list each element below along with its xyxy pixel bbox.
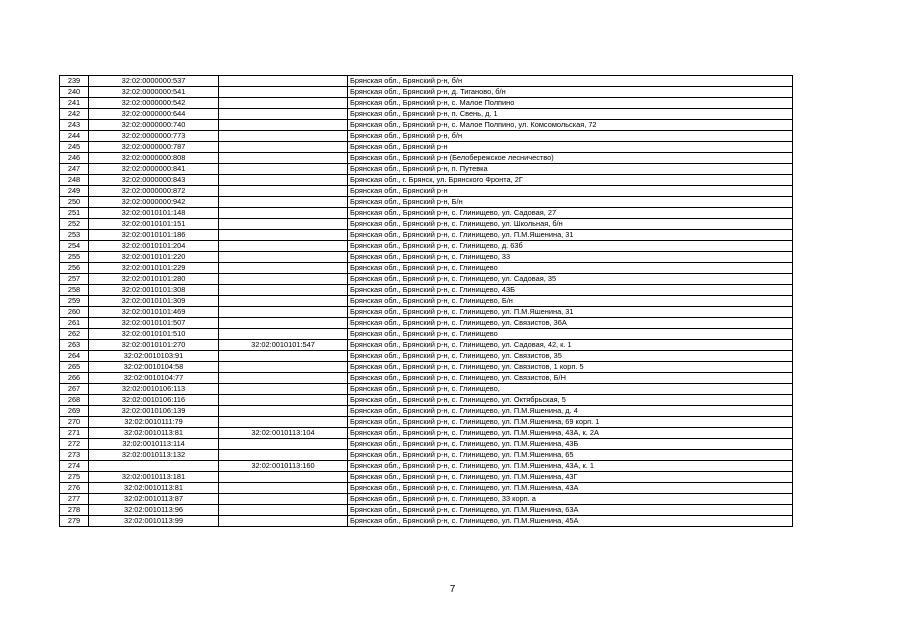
row-number-cell: 241	[60, 98, 89, 109]
linked-cadastral-number-cell	[219, 109, 348, 120]
cadastral-number-cell: 32:02:0010113:81	[89, 428, 219, 439]
address-cell: Брянская обл., Брянский р-н, с. Глинищево, 43Б	[348, 285, 793, 296]
address-cell: Брянская обл., Брянский р-н	[348, 186, 793, 197]
table-row	[60, 120, 793, 131]
address-cell: Брянская обл., Брянский р-н, с. Малое Полпино, ул. Комсомольская, 72	[348, 120, 793, 131]
linked-cadastral-number-cell	[219, 175, 348, 186]
address-cell: Брянская обл., Брянский р-н, п. Путевка	[348, 164, 793, 175]
row-number-cell: 266	[60, 373, 89, 384]
cadastral-number-cell: 32:02:0000000:787	[89, 142, 219, 153]
linked-cadastral-number-cell	[219, 197, 348, 208]
address-cell: Брянская обл., Брянский р-н, с. Малое Полпино	[348, 98, 793, 109]
linked-cadastral-number-cell	[219, 230, 348, 241]
linked-cadastral-number-cell	[219, 186, 348, 197]
table-row	[60, 252, 793, 263]
address-cell: Брянская обл., Брянский р-н, с. Глинищево, ул. П.М.Яшенина, 43Б	[348, 439, 793, 450]
cadastral-number-cell: 32:02:0010101:469	[89, 307, 219, 318]
address-cell: Брянская обл., Брянский р-н, с. Глинищево, ул. Связистов, 36А	[348, 318, 793, 329]
cadastral-number-cell: 32:02:0010101:151	[89, 219, 219, 230]
row-number-cell: 276	[60, 483, 89, 494]
linked-cadastral-number-cell	[219, 120, 348, 131]
row-number-cell: 249	[60, 186, 89, 197]
row-number-cell: 265	[60, 362, 89, 373]
row-number-cell: 240	[60, 87, 89, 98]
cadastral-number-cell: 32:02:0000000:542	[89, 98, 219, 109]
table-row	[60, 285, 793, 296]
row-number-cell: 275	[60, 472, 89, 483]
row-number-cell: 274	[60, 461, 89, 472]
linked-cadastral-number-cell	[219, 296, 348, 307]
linked-cadastral-number-cell	[219, 263, 348, 274]
address-cell: Брянская обл., Брянский р-н, с. Глинищево, д. 63б	[348, 241, 793, 252]
row-number-cell: 247	[60, 164, 89, 175]
address-cell: Брянская обл., Брянский р-н, с. Глинищево, ул. Связистов, 35	[348, 351, 793, 362]
row-number-cell: 243	[60, 120, 89, 131]
address-cell: Брянская обл., Брянский р-н, п. Свень, д. 1	[348, 109, 793, 120]
address-cell: Брянская обл., Брянский р-н (Белобережское лесничество)	[348, 153, 793, 164]
address-cell: Брянская обл., Брянский р-н, с. Глинищево, ул. П.М.Яшенина, д. 4	[348, 406, 793, 417]
table-row	[60, 230, 793, 241]
row-number-cell: 259	[60, 296, 89, 307]
table-row	[60, 417, 793, 428]
row-number-cell: 277	[60, 494, 89, 505]
row-number-cell: 257	[60, 274, 89, 285]
table-row	[60, 329, 793, 340]
row-number-cell: 264	[60, 351, 89, 362]
address-cell: Брянская обл., Брянский р-н, с. Глинищево, ул. Садовая, 35	[348, 274, 793, 285]
linked-cadastral-number-cell	[219, 450, 348, 461]
linked-cadastral-number-cell	[219, 483, 348, 494]
linked-cadastral-number-cell: 32:02:0010113:104	[219, 428, 348, 439]
cadastral-number-cell: 32:02:0010113:99	[89, 516, 219, 527]
address-cell: Брянская обл., Брянский р-н, с. Глинищево, ул. П.М.Яшенина, 43А, к. 1	[348, 461, 793, 472]
linked-cadastral-number-cell	[219, 307, 348, 318]
address-cell: Брянская обл., Брянский р-н, с. Глинищево, ул. Садовая, 27	[348, 208, 793, 219]
cadastral-number-cell: 32:02:0010101:270	[89, 340, 219, 351]
table-row	[60, 263, 793, 274]
linked-cadastral-number-cell	[219, 285, 348, 296]
linked-cadastral-number-cell	[219, 241, 348, 252]
table-body	[60, 76, 793, 527]
table-row	[60, 461, 793, 472]
table-row	[60, 494, 793, 505]
cadastral-number-cell: 32:02:0010103:91	[89, 351, 219, 362]
row-number-cell: 270	[60, 417, 89, 428]
table-row	[60, 516, 793, 527]
table-row	[60, 307, 793, 318]
address-cell: Брянская обл., Брянский р-н, с. Глинищево, Б/н	[348, 296, 793, 307]
table-row	[60, 384, 793, 395]
address-cell: Брянская обл., Брянский р-н, с. Глинищево, ул. П.М.Яшенина, 69 корп. 1	[348, 417, 793, 428]
linked-cadastral-number-cell	[219, 505, 348, 516]
table-row	[60, 472, 793, 483]
cadastral-number-cell: 32:02:0010104:58	[89, 362, 219, 373]
row-number-cell: 254	[60, 241, 89, 252]
cadastral-number-cell: 32:02:0000000:942	[89, 197, 219, 208]
cadastral-number-cell: 32:02:0000000:644	[89, 109, 219, 120]
address-cell: Брянская обл., г. Брянск, ул. Брянского Фронта, 2Г	[348, 175, 793, 186]
cadastral-number-cell: 32:02:0000000:843	[89, 175, 219, 186]
cadastral-number-cell: 32:02:0000000:541	[89, 87, 219, 98]
table-row	[60, 153, 793, 164]
cadastral-number-cell: 32:02:0000000:773	[89, 131, 219, 142]
address-cell: Брянская обл., Брянский р-н, с. Глинищево	[348, 263, 793, 274]
cadastral-number-cell: 32:02:0000000:537	[89, 76, 219, 87]
row-number-cell: 261	[60, 318, 89, 329]
linked-cadastral-number-cell	[219, 439, 348, 450]
row-number-cell: 251	[60, 208, 89, 219]
cadastral-number-cell: 32:02:0010106:113	[89, 384, 219, 395]
cadastral-number-cell: 32:02:0010101:229	[89, 263, 219, 274]
table-row	[60, 164, 793, 175]
table-row	[60, 76, 793, 87]
row-number-cell: 262	[60, 329, 89, 340]
cadastral-number-cell: 32:02:0010106:116	[89, 395, 219, 406]
table-row	[60, 186, 793, 197]
cadastral-number-cell: 32:02:0010113:181	[89, 472, 219, 483]
page-number: 7	[449, 584, 456, 595]
linked-cadastral-number-cell	[219, 219, 348, 230]
table-row	[60, 483, 793, 494]
linked-cadastral-number-cell	[219, 153, 348, 164]
cadastral-number-cell: 32:02:0010113:81	[89, 483, 219, 494]
table-row	[60, 219, 793, 230]
address-cell: Брянская обл., Брянский р-н, с. Глинищево, ул. П.М.Яшенина, 65	[348, 450, 793, 461]
cadastral-number-cell: 32:02:0000000:740	[89, 120, 219, 131]
address-cell: Брянская обл., Брянский р-н, с. Глинищево, ул. П.М.Яшенина, 31	[348, 307, 793, 318]
address-cell: Брянская обл., Брянский р-н, с. Глинищево, ул. Садовая, 42, к. 1	[348, 340, 793, 351]
cadastral-number-cell: 32:02:0010113:132	[89, 450, 219, 461]
linked-cadastral-number-cell	[219, 252, 348, 263]
linked-cadastral-number-cell	[219, 417, 348, 428]
linked-cadastral-number-cell	[219, 87, 348, 98]
table-row	[60, 274, 793, 285]
table-row	[60, 351, 793, 362]
linked-cadastral-number-cell	[219, 395, 348, 406]
row-number-cell: 260	[60, 307, 89, 318]
linked-cadastral-number-cell	[219, 384, 348, 395]
cadastral-number-cell: 32:02:0010101:204	[89, 241, 219, 252]
linked-cadastral-number-cell	[219, 208, 348, 219]
table-row	[60, 340, 793, 351]
address-cell: Брянская обл., Брянский р-н, с. Глинищево,	[348, 384, 793, 395]
address-cell: Брянская обл., Брянский р-н, с. Глинищево, 33	[348, 252, 793, 263]
cadastral-number-cell: 32:02:0000000:872	[89, 186, 219, 197]
row-number-cell: 268	[60, 395, 89, 406]
table-row	[60, 450, 793, 461]
linked-cadastral-number-cell	[219, 516, 348, 527]
cadastral-number-cell: 32:02:0010101:510	[89, 329, 219, 340]
linked-cadastral-number-cell: 32:02:0010101:547	[219, 340, 348, 351]
address-cell: Брянская обл., Брянский р-н, с. Глинищево, ул. П.М.Яшенина, 43А, к. 2А	[348, 428, 793, 439]
cadastral-number-cell: 32:02:0010111:79	[89, 417, 219, 428]
table-row	[60, 428, 793, 439]
row-number-cell: 245	[60, 142, 89, 153]
linked-cadastral-number-cell	[219, 76, 348, 87]
linked-cadastral-number-cell	[219, 274, 348, 285]
linked-cadastral-number-cell	[219, 98, 348, 109]
table-row	[60, 406, 793, 417]
table-row	[60, 109, 793, 120]
row-number-cell: 250	[60, 197, 89, 208]
address-cell: Брянская обл., Брянский р-н, с. Глинищево, ул. П.М.Яшенина, 31	[348, 230, 793, 241]
row-number-cell: 256	[60, 263, 89, 274]
cadastral-table	[59, 75, 793, 527]
cadastral-number-cell: 32:02:0010113:87	[89, 494, 219, 505]
table-row	[60, 175, 793, 186]
table-row	[60, 505, 793, 516]
table-row	[60, 373, 793, 384]
linked-cadastral-number-cell	[219, 142, 348, 153]
row-number-cell: 278	[60, 505, 89, 516]
address-cell: Брянская обл., Брянский р-н, с. Глинищево, ул. Связистов, Б/Н	[348, 373, 793, 384]
address-cell: Брянская обл., Брянский р-н, с. Глинищево, ул. П.М.Яшенина, 63А	[348, 505, 793, 516]
linked-cadastral-number-cell	[219, 373, 348, 384]
cadastral-number-cell: 32:02:0000000:808	[89, 153, 219, 164]
cadastral-number-cell: 32:02:0010113:114	[89, 439, 219, 450]
linked-cadastral-number-cell	[219, 351, 348, 362]
table-row	[60, 197, 793, 208]
address-cell: Брянская обл., Брянский р-н	[348, 142, 793, 153]
linked-cadastral-number-cell	[219, 164, 348, 175]
row-number-cell: 273	[60, 450, 89, 461]
cadastral-number-cell: 32:02:0010101:220	[89, 252, 219, 263]
linked-cadastral-number-cell	[219, 406, 348, 417]
row-number-cell: 242	[60, 109, 89, 120]
table-row	[60, 87, 793, 98]
row-number-cell: 272	[60, 439, 89, 450]
table-row	[60, 208, 793, 219]
row-number-cell: 253	[60, 230, 89, 241]
address-cell: Брянская обл., Брянский р-н, с. Глинищево, ул. П.М.Яшенина, 43Г	[348, 472, 793, 483]
cadastral-number-cell: 32:02:0010106:139	[89, 406, 219, 417]
row-number-cell: 255	[60, 252, 89, 263]
cadastral-number-cell: 32:02:0010104:77	[89, 373, 219, 384]
table-row	[60, 318, 793, 329]
address-cell: Брянская обл., Брянский р-н, с. Глинищево, ул. Школьная, б/н	[348, 219, 793, 230]
row-number-cell: 258	[60, 285, 89, 296]
row-number-cell: 263	[60, 340, 89, 351]
address-cell: Брянская обл., Брянский р-н, б/н	[348, 76, 793, 87]
cadastral-number-cell: 32:02:0010101:309	[89, 296, 219, 307]
address-cell: Брянская обл., Брянский р-н, с. Глинищево, ул. Связистов, 1 корп. 5	[348, 362, 793, 373]
linked-cadastral-number-cell	[219, 329, 348, 340]
table-row	[60, 362, 793, 373]
address-cell: Брянская обл., Брянский р-н, д. Тиганово, б/н	[348, 87, 793, 98]
row-number-cell: 244	[60, 131, 89, 142]
table-row	[60, 296, 793, 307]
address-cell: Брянская обл., Брянский р-н, с. Глинищево	[348, 329, 793, 340]
table-row	[60, 395, 793, 406]
table-row	[60, 131, 793, 142]
row-number-cell: 248	[60, 175, 89, 186]
cadastral-number-cell: 32:02:0010101:507	[89, 318, 219, 329]
address-cell: Брянская обл., Брянский р-н, с. Глинищево, ул. Октябрьская, 5	[348, 395, 793, 406]
table-row	[60, 439, 793, 450]
linked-cadastral-number-cell	[219, 318, 348, 329]
address-cell: Брянская обл., Брянский р-н, с. Глинищево, ул. П.М.Яшенина, 43А	[348, 483, 793, 494]
cadastral-number-cell: 32:02:0000000:841	[89, 164, 219, 175]
row-number-cell: 279	[60, 516, 89, 527]
row-number-cell: 271	[60, 428, 89, 439]
linked-cadastral-number-cell	[219, 494, 348, 505]
linked-cadastral-number-cell	[219, 131, 348, 142]
linked-cadastral-number-cell	[219, 472, 348, 483]
table-row	[60, 98, 793, 109]
linked-cadastral-number-cell: 32:02:0010113:160	[219, 461, 348, 472]
cadastral-number-cell: 32:02:0010101:308	[89, 285, 219, 296]
table-row	[60, 241, 793, 252]
address-cell: Брянская обл., Брянский р-н, с. Глинищево, ул. П.М.Яшенина, 45А	[348, 516, 793, 527]
linked-cadastral-number-cell	[219, 362, 348, 373]
row-number-cell: 252	[60, 219, 89, 230]
row-number-cell: 269	[60, 406, 89, 417]
address-cell: Брянская обл., Брянский р-н, б/н	[348, 131, 793, 142]
row-number-cell: 246	[60, 153, 89, 164]
row-number-cell: 239	[60, 76, 89, 87]
table-row	[60, 142, 793, 153]
cadastral-number-cell: 32:02:0010101:148	[89, 208, 219, 219]
cadastral-number-cell: 32:02:0010101:186	[89, 230, 219, 241]
address-cell: Брянская обл., Брянский р-н, с. Глинищево, 33 корп. а	[348, 494, 793, 505]
row-number-cell: 267	[60, 384, 89, 395]
address-cell: Брянская обл., Брянский р-н, Б/н	[348, 197, 793, 208]
cadastral-number-cell: 32:02:0010113:96	[89, 505, 219, 516]
cadastral-number-cell	[89, 461, 219, 472]
cadastral-number-cell: 32:02:0010101:280	[89, 274, 219, 285]
